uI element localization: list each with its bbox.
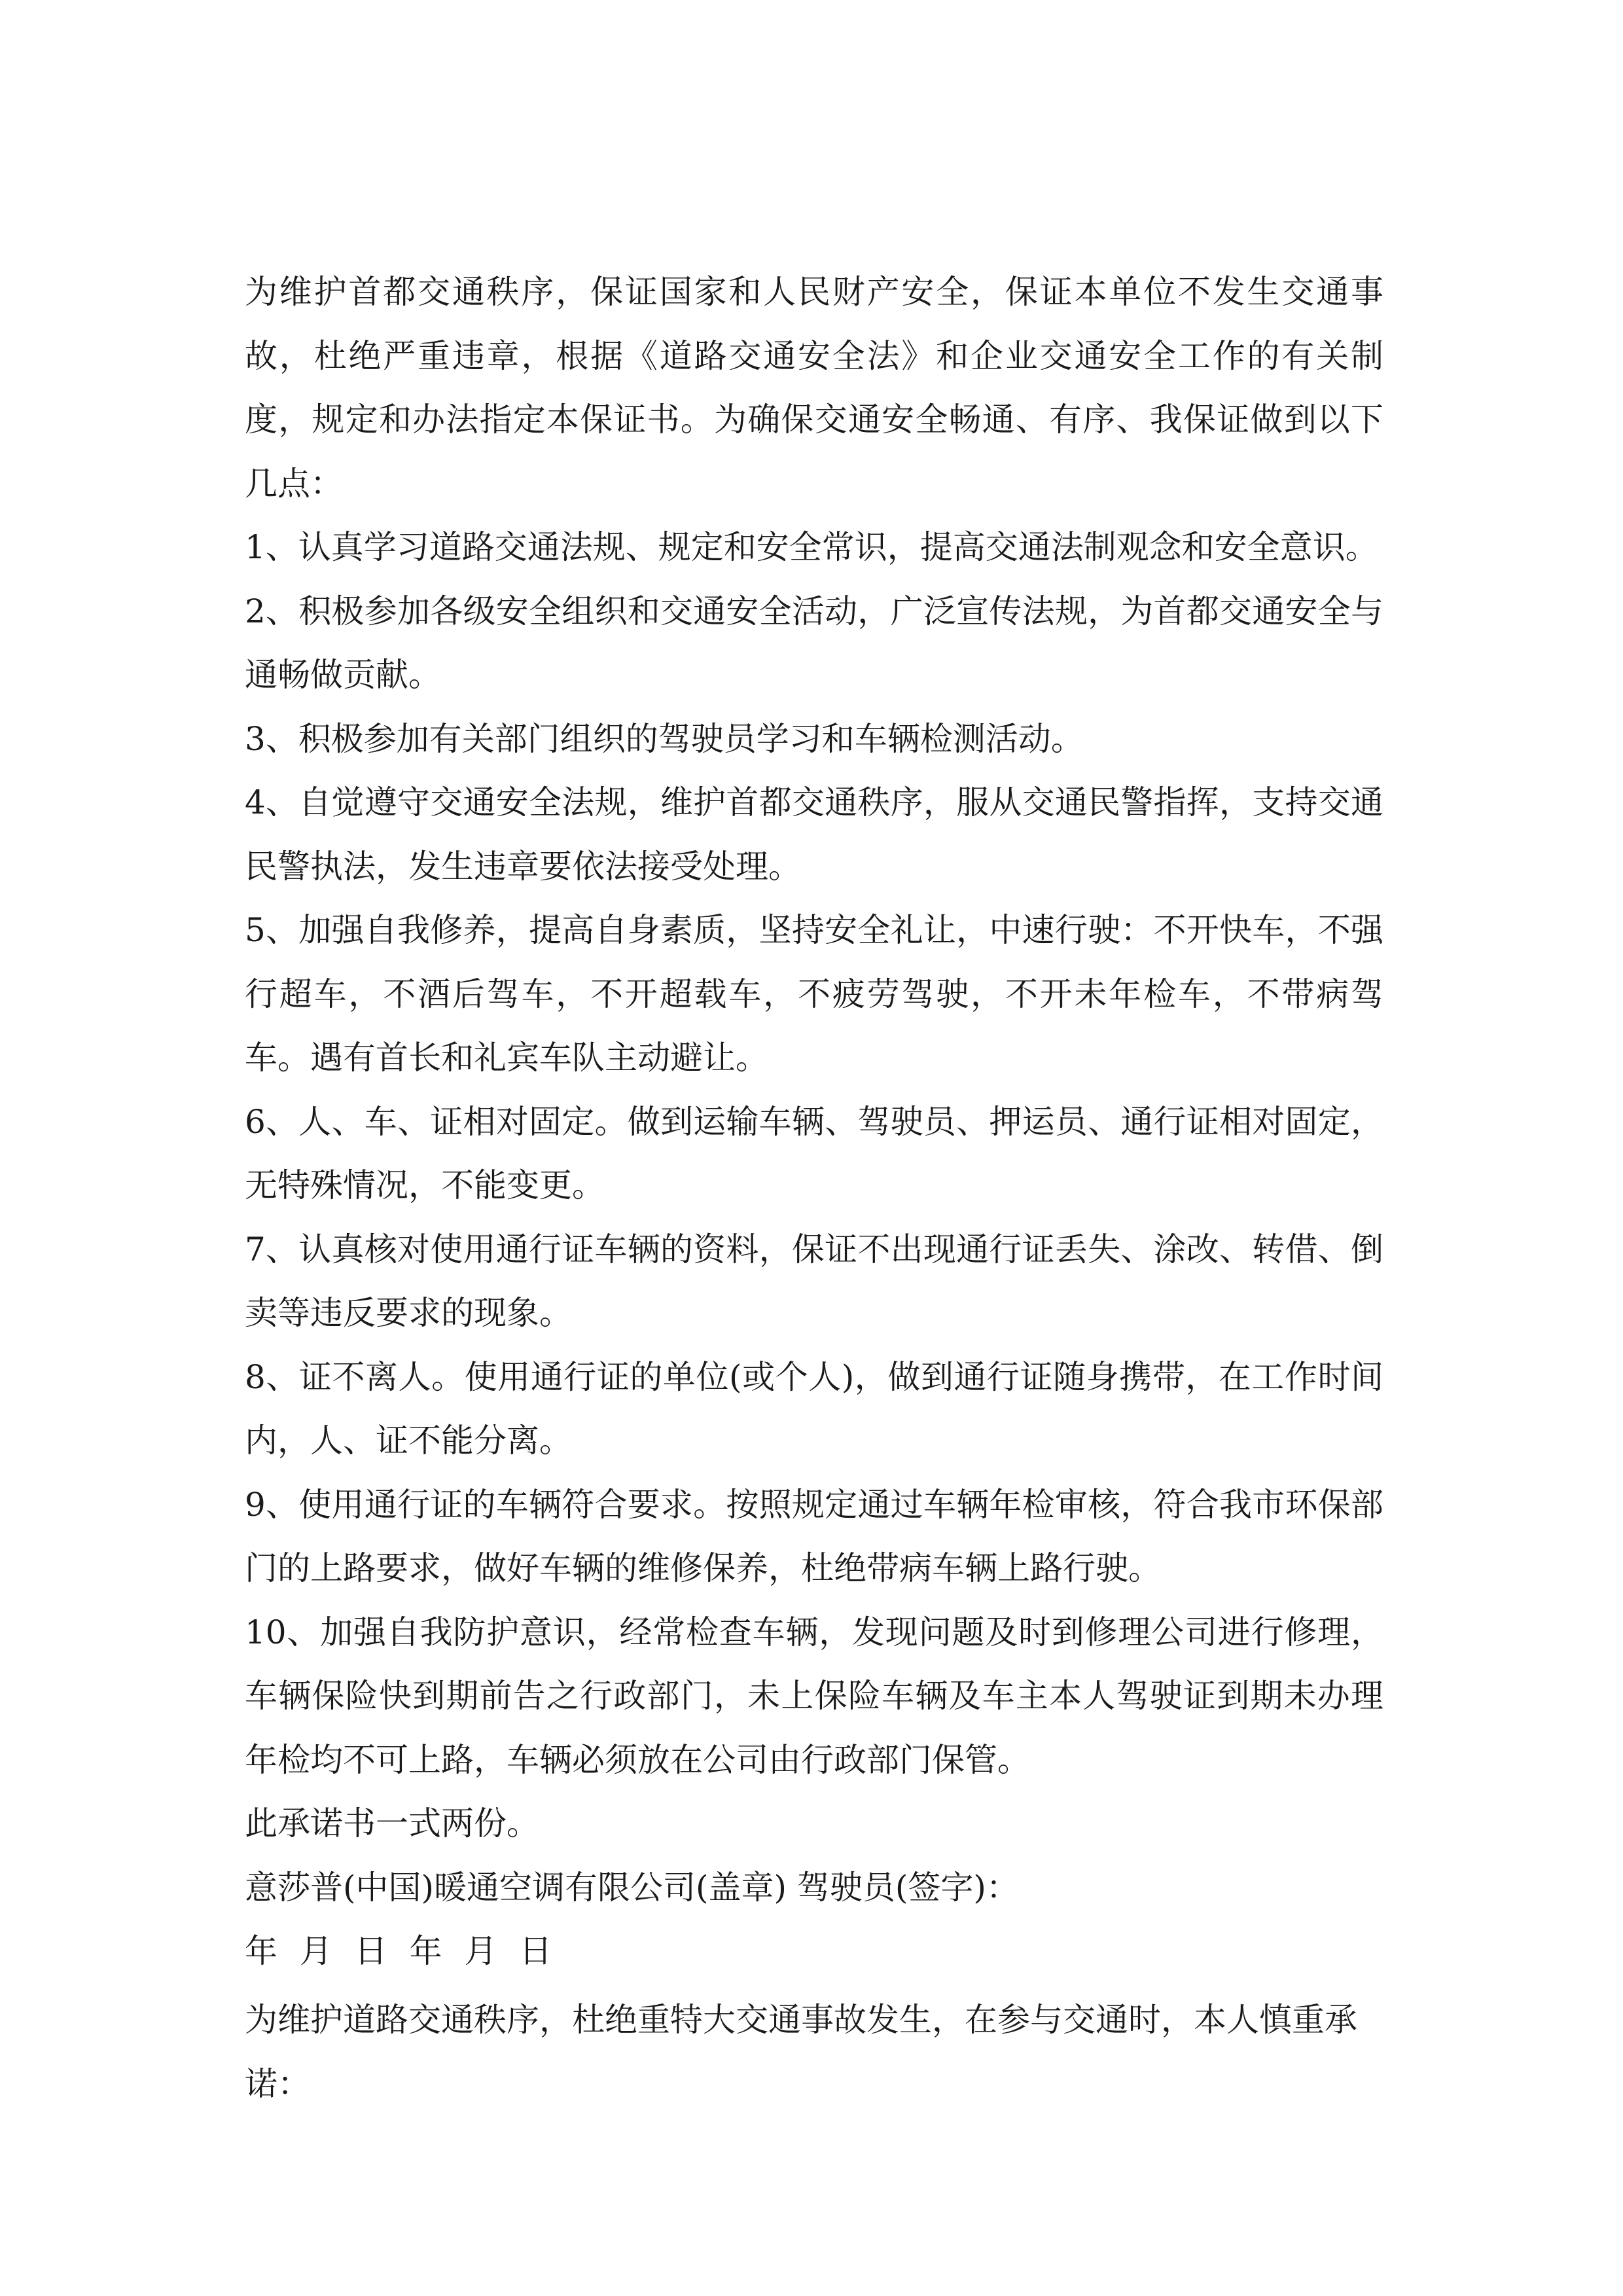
pledge-item-1: 1、认真学习道路交通法规、规定和安全常识，提高交通法制观念和安全意识。	[245, 528, 1378, 566]
date-line: 年 月 日 年 月 日	[245, 1932, 552, 1970]
pledge-item-6: 6、人、车、证相对固定。做到运输车辆、驾驶员、押运员、通行证相对固定，无特殊情况，不能变更。	[245, 1102, 1383, 1204]
signature-line: 意莎普(中国)暖通空调有限公司(盖章) 驾驶员(签字)：	[245, 1868, 1019, 1907]
second-pledge	[245, 1988, 1383, 2116]
pledge-item-10: 10、加强自我防护意识，经常检查车辆，发现问题及时到修理公司进行修理，车辆保险快到期前告之行政部门，未上保险车辆及车主本人驾驶证到期未办理年检均不可上路，车辆必须放在公司由行政部门保管。	[245, 1613, 1383, 1779]
intro-paragraph: 为维护首都交通秩序，保证国家和人民财产安全，保证本单位不发生交通事故，杜绝严重违章，根据《道路交通安全法》和企业交通安全工作的有关制度，规定和办法指定本保证书。为确保交通安全畅通、有序、我保证做到以下几点：	[245, 273, 1383, 503]
copies-note: 此承诺书一式两份。	[245, 1804, 539, 1842]
pledge-item-5: 5、加强自我修养，提高自身素质，坚持安全礼让，中速行驶：不开快车，不强行超车，不酒后驾车，不开超载车，不疲劳驾驶，不开未年检车，不带病驾车。遇有首长和礼宾车队主动避让。	[245, 911, 1383, 1077]
pledge-item-2: 2、积极参加各级安全组织和交通安全活动，广泛宣传法规，为首都交通安全与通畅做贡献。	[245, 592, 1383, 694]
pledge-item-7: 7、认真核对使用通行证车辆的资料，保证不出现通行证丢失、涂改、转借、倒卖等违反要求的现象。	[245, 1230, 1383, 1332]
pledge-item-4: 4、自觉遵守交通安全法规，维护首都交通秩序，服从交通民警指挥，支持交通民警执法，发生违章要依法接受处理。	[245, 783, 1383, 886]
pledge-item-3: 3、积极参加有关部门组织的驾驶员学习和车辆检测活动。	[245, 719, 1084, 758]
second-pledge-intro: 为维护道路交通秩序，杜绝重特大交通事故发生，在参与交通时，本人慎重承诺：	[245, 2001, 1357, 2103]
pledge-item-8: 8、证不离人。使用通行证的单位(或个人)，做到通行证随身携带，在工作时间内，人、证不能分离。	[245, 1357, 1383, 1460]
pledge-item-9: 9、使用通行证的车辆符合要求。按照规定通过车辆年检审核，符合我市环保部门的上路要求，做好车辆的维修保养，杜绝带病车辆上路行驶。	[245, 1485, 1383, 1587]
document-body	[245, 260, 1383, 1984]
